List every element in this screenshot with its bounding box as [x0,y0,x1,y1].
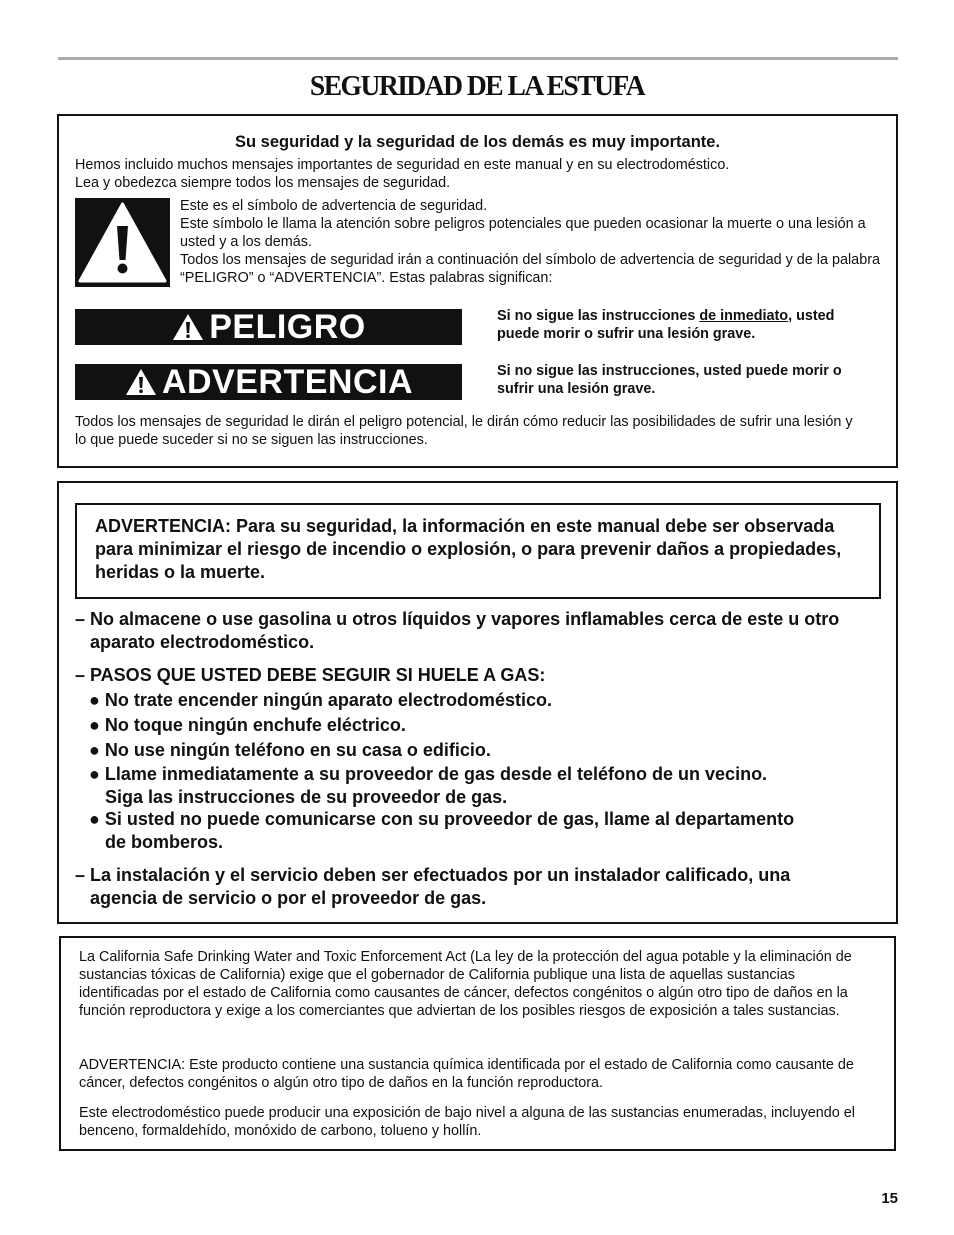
list-item: ● No toque ningún enchufe eléctrico. [89,715,406,735]
top-rule [58,57,898,60]
bullet-5-line-1: ● Si usted no puede comunicarse con su proveedor de gas, llame al departamento [89,809,795,829]
advertencia-signal-banner [75,364,462,400]
importance-heading: Su seguridad y la seguridad de los demás es muy importante. [234,133,721,151]
item-gasoline [75,608,885,654]
peligro-text-underline: de inmediato [699,308,789,324]
item-gasoline-line-1: – No almacene o use gasolina u otros líquidos y vapores inflamables cerca de este u otro [75,609,840,629]
intro-line-1: Hemos incluido muchos mensajes importantes de seguridad en este manual y en su electrodoméstico. [75,157,730,173]
peligro-signal-banner [75,309,462,345]
symbol-text-1: Este es el símbolo de advertencia de seguridad. [180,198,488,214]
item-installation-line-2: agencia de servicio o por el proveedor de gas. [90,888,487,908]
list-item: ● No use ningún teléfono en su casa o edificio. [89,740,491,760]
page-title: SEGURIDAD DE LA ESTUFA [309,70,645,102]
item-installation [75,864,885,910]
peligro-text-pre: Si no sigue las instrucciones [497,308,700,324]
california-para-1: La California Safe Drinking Water and Toxic Enforcement Act (La ley de la protección del agua potable y la eliminación de sustancias tóxicas de California) exige que el gobernador de California publique una lista de aquellas sustancias identificadas por el estado de California como causantes de cáncer, defectos congénitos o algún otro tipo de daños en la función reproductora y exige a los comerciantes que adviertan de los posibles riesgos de exposición a tales sustancias. [79,949,852,1019]
gas-warning-box [57,481,898,924]
warning-triangle-small-icon [171,312,205,342]
peligro-text-post: , usted puede morir o sufrir una lesión grave. [497,308,835,342]
list-item [89,808,794,854]
symbol-explanation [180,197,880,287]
bullet-4-line-1: ● Llame inmediatamente a su proveedor de gas desde el teléfono de un vecino. [89,764,768,784]
intro-line-2: Lea y obedezca siempre todos los mensajes de seguridad. [75,175,451,191]
advertencia-label: ADVERTENCIA [161,363,414,401]
intro-text [75,156,865,192]
item-gasoline-line-2: aparato electrodoméstico. [90,632,315,652]
warning-triangle-icon [75,198,170,287]
california-para-2: ADVERTENCIA: Este producto contiene una sustancia química identificada por el estado de California como causante de cáncer, defectos congénitos o algún otro tipo de daños en la función reproductora. [79,1057,854,1091]
item-installation-line-1: – La instalación y el servicio deben ser efectuados por un instalador calificado, una [75,865,791,885]
bullet-5-line-2: de bomberos. [105,832,224,852]
warning-heading: ADVERTENCIA: Para su seguridad, la información en este manual debe ser observada para minimizar el riesgo de incendio o explosión, o para prevenir daños a propiedades, heridas o la muerte. [95,516,842,582]
advertencia-meaning: Si no sigue las instrucciones, usted puede morir o sufrir una lesión grave. [497,363,842,397]
peligro-meaning [497,307,877,343]
california-para-3: Este electrodoméstico puede producir una exposición de bajo nivel a alguna de las sustancias enumeradas, incluyendo el benceno, formaldehído, monóxido de carbono, tolueno y hollín. [79,1105,855,1139]
item-gas-smell-heading: – PASOS QUE USTED DEBE SEGUIR SI HUELE A GAS: [75,665,546,685]
list-item [89,763,767,809]
page-number: 15 [881,1190,898,1207]
bullet-4-line-2: Siga las instrucciones de su proveedor de gas. [105,787,508,807]
peligro-label: PELIGRO [209,308,366,346]
symbol-text-3: Todos los mensajes de seguridad irán a continuación del símbolo de advertencia de seguridad y de la palabra “PELIGRO” o “ADVERTENCIA”. Estas palabras significan: [180,252,880,286]
warning-heading-box [75,503,881,599]
list-item: ● No trate encender ningún aparato electrodoméstico. [89,690,552,710]
safety-info-box [57,114,898,468]
california-notice-box [59,936,896,1151]
warning-triangle-small-icon [124,367,158,397]
symbol-text-2: Este símbolo le llama la atención sobre peligros potenciales que pueden ocasionar la muerte o una lesión a usted y a los demás. [180,216,866,250]
outro-text: Todos los mensajes de seguridad le dirán el peligro potencial, le dirán cómo reducir las posibilidades de sufrir una lesión y lo que puede suceder si no se siguen las instrucciones. [75,414,853,448]
